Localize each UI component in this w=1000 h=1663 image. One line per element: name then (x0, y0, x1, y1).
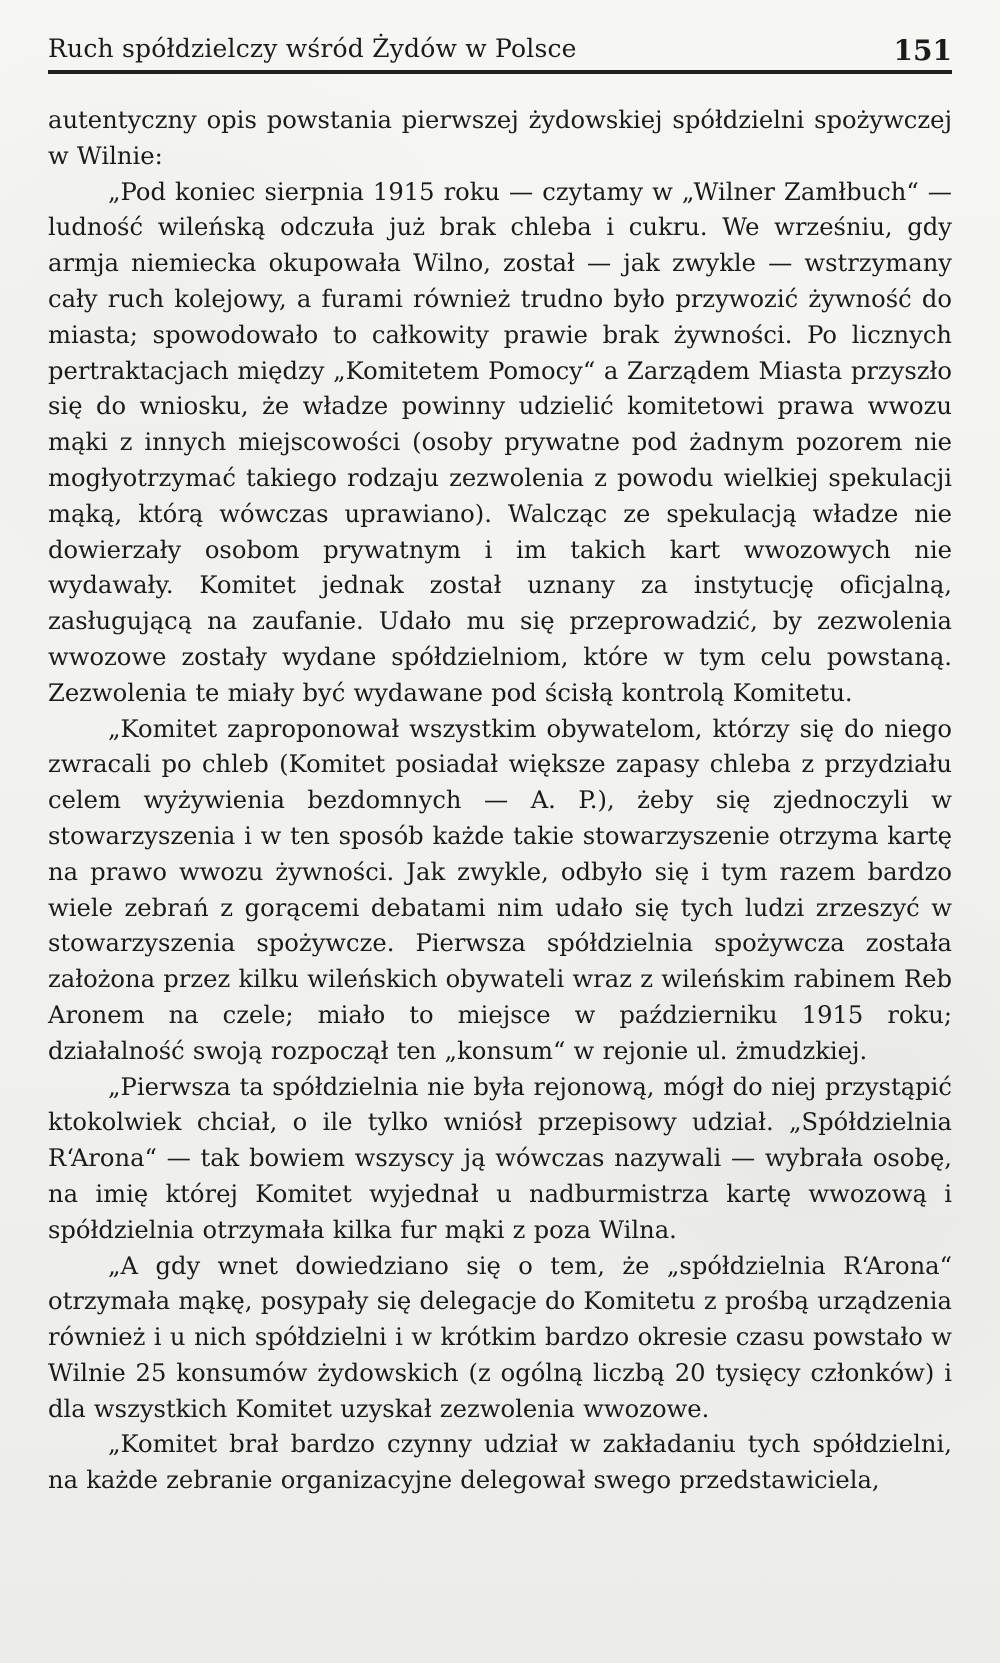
paragraph-6: „Komitet brał bardzo czynny udział w zakładaniu tych spółdzielni, na każde zebranie organizacyjne delegował swego przedstawiciela, (48, 1430, 952, 1495)
page-number: 151 (893, 34, 952, 67)
paragraph-2: „Pod koniec sierpnia 1915 roku — czytamy w „Wilner Zamłbuch“ — ludność wileńską odczuła już brak chleba i cukru. We wrześniu, gdy armja niemiecka okupowała Wilno, został — jak zwykle — wstrzymany cały ruch kolejowy, a furami również trudno było przywozić żywność do miasta; spowodowało to całkowity prawie brak żywności. Po licznych pertraktacjach między „Komitetem Pomocy“ a Zarządem Miasta przyszło się do wniosku, że władze powinny udzielić komitetowi prawa wwozu mąki z innych miejscowości (osoby prywatne pod żadnym pozorem nie mogłyotrzymać takiego rodzaju zezwolenia z powodu wielkiej spekulacji mąką, którą wówczas uprawiano). Walcząc ze spekulacją władze nie dowierzały osobom prywatnym i im takich kart wwozowych nie wydawały. Komitet jednak został uznany za instytucję oficjalną, zasługującą na zaufanie. Udało mu się przeprowadzić, by zezwolenia wwozowe zostały wydane spółdzielniom, które w tym celu powstaną. Zezwolenia te miały być wydawane pod ścisłą kontrolą Komitetu. (48, 177, 952, 707)
paragraph-4: „Pierwsza ta spółdzielnia nie była rejonową, mógł do niej przystąpić ktokolwiek chciał, o ile tylko wniósł przepisowy udział. „Spółdzielnia R‘Arona“ — tak bowiem wszyscy ją wówczas nazywali — wybrała osobę, na imię której Komitet wyjednał u nadburmistrza kartę wwozową i spółdzielnia otrzymała kilka fur mąki z poza Wilna. (48, 1072, 952, 1244)
paragraph-3: „Komitet zaproponował wszystkim obywatelom, którzy się do niego zwracali po chleb (Komitet posiadał większe zapasy chleba z przydziału celem wyżywienia bezdomnych — A. P.), żeby się zjednoczyli w stowarzyszenia i w ten sposób każde takie stowarzyszenie otrzyma kartę na prawo wwozu żywności. Jak zwykle, odbyło się i tym razem bardzo wiele zebrań z gorącemi debatami nim udało się tych ludzi zrzeszyć w stowarzyszenia spożywcze. Pierwsza spółdzielnia spożywcza została założona przez kilku wileńskich obywateli wraz z wileńskim rabinem Reb Aronem na czele; miało to miejsce w październiku 1915 roku; działalność swoją rozpoczął ten „konsum“ w rejonie ul. żmudzkiej. (48, 714, 952, 1065)
body-text (48, 103, 952, 1499)
paragraph-1: autentyczny opis powstania pierwszej żydowskiej spółdzielni spożywczej w Wilnie: (48, 106, 952, 170)
header-rule (48, 70, 952, 74)
paragraph-5: „A gdy wnet dowiedziano się o tem, że „spółdzielnia R‘Arona“ otrzymała mąkę, posypały się delegacje do Komitetu z prośbą urządzenia również i u nich spółdzielni i w krótkim bardzo okresie czasu powstało w Wilnie 25 konsumów żydowskich (z ogólną liczbą 20 tysięcy członków) i dla wszystkich Komitet uzyskał zezwolenia wwozowe. (48, 1251, 952, 1423)
page-header (48, 33, 952, 78)
running-title: Ruch spółdzielczy wśród Żydów w Polsce (48, 34, 577, 63)
